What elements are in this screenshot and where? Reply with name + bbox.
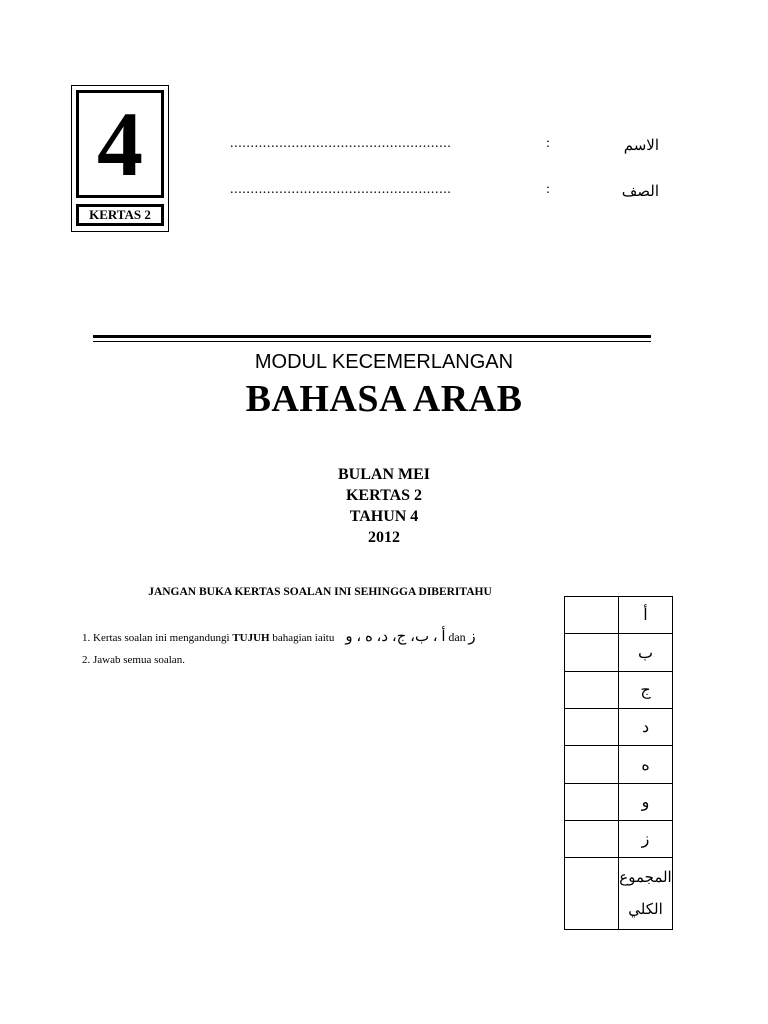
exam-year-level: TAHUN 4	[349, 508, 419, 525]
marks-cell[interactable]	[565, 634, 619, 672]
instruction-1-mid: bahagian iaitu	[269, 632, 335, 644]
instruction-1-arabic-letters: أ ، ب، ج، د، ه ، و	[345, 629, 446, 645]
total-label-line2: الكلي	[628, 901, 663, 918]
marks-row	[565, 597, 673, 634]
marks-cell[interactable]	[565, 821, 619, 858]
marks-row	[565, 709, 673, 746]
paper-label: KERTAS 2	[76, 204, 164, 226]
section-label: ه	[619, 746, 673, 784]
section-label: أ	[619, 597, 673, 634]
name-colon: :	[546, 136, 550, 151]
do-not-open-warning: JANGAN BUKA KERTAS SOALAN INI SEHINGGA DIBERITAHU	[148, 586, 492, 598]
header-rule-thick	[93, 335, 651, 338]
instruction-1	[82, 627, 476, 646]
header-rule-thin	[93, 341, 651, 342]
grade-box	[71, 85, 169, 232]
total-label-line1: المجموع	[619, 869, 672, 886]
marks-cell[interactable]	[565, 597, 619, 634]
name-field-row	[230, 136, 665, 158]
grade-number-frame	[76, 90, 164, 198]
total-label	[619, 858, 673, 930]
instruction-2: 2. Jawab semua soalan.	[82, 654, 185, 666]
subject-title: BAHASA ARAB	[245, 378, 523, 420]
exam-paper: KERTAS 2	[345, 487, 423, 504]
exam-year: 2012	[368, 529, 400, 546]
exam-info	[0, 464, 768, 548]
marks-cell[interactable]	[565, 672, 619, 709]
section-label: د	[619, 709, 673, 746]
marks-cell[interactable]	[565, 784, 619, 821]
marks-row	[565, 821, 673, 858]
class-field-row	[230, 182, 665, 204]
name-field[interactable]: ......................................................	[230, 136, 452, 151]
section-label: ز	[619, 821, 673, 858]
marks-row	[565, 746, 673, 784]
instruction-1-dan: dan	[448, 630, 466, 644]
grade-number: 4	[97, 93, 143, 195]
marks-row	[565, 634, 673, 672]
section-label: ب	[619, 634, 673, 672]
marks-cell[interactable]	[565, 709, 619, 746]
instruction-1-bold: TUJUH	[232, 632, 270, 644]
marks-row	[565, 784, 673, 821]
class-colon: :	[546, 182, 550, 197]
class-label: الصف	[621, 184, 659, 200]
marks-table	[564, 596, 673, 930]
name-label: الاسم	[623, 138, 659, 154]
module-subtitle: MODUL KECEMERLANGAN	[254, 351, 514, 373]
section-label: و	[619, 784, 673, 821]
marks-total-row	[565, 858, 673, 930]
section-label: ج	[619, 672, 673, 709]
instruction-1-prefix: 1. Kertas soalan ini mengandungi	[82, 632, 233, 644]
marks-row	[565, 672, 673, 709]
marks-cell[interactable]	[565, 746, 619, 784]
class-field[interactable]: ......................................................	[230, 182, 452, 197]
exam-month: BULAN MEI	[337, 466, 430, 483]
total-marks-cell[interactable]	[565, 858, 619, 930]
instruction-1-last-letter: ز	[468, 629, 476, 645]
